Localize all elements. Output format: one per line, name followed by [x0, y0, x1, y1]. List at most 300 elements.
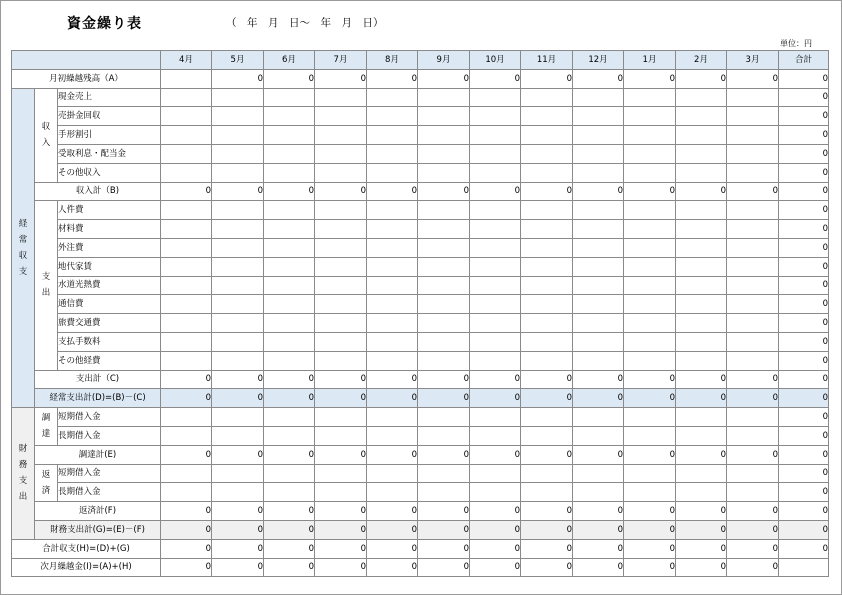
value-cell[interactable]: 0	[573, 558, 624, 577]
value-cell[interactable]: 0	[521, 69, 573, 88]
value-cell[interactable]	[212, 107, 264, 126]
value-cell[interactable]	[212, 483, 264, 502]
value-cell[interactable]	[521, 220, 573, 239]
value-cell[interactable]	[624, 426, 676, 445]
value-cell[interactable]	[264, 408, 315, 427]
value-cell[interactable]	[161, 238, 212, 257]
value-cell[interactable]: 0	[418, 520, 470, 539]
value-cell[interactable]	[676, 163, 727, 182]
value-cell[interactable]	[470, 426, 521, 445]
value-cell[interactable]: 0	[212, 445, 264, 464]
value-cell[interactable]: 0	[212, 558, 264, 577]
value-cell[interactable]	[727, 144, 779, 163]
value-cell[interactable]	[521, 408, 573, 427]
value-cell[interactable]	[624, 314, 676, 333]
value-cell[interactable]	[315, 426, 367, 445]
value-cell[interactable]: 0	[418, 389, 470, 408]
value-cell[interactable]: 0	[676, 502, 727, 521]
value-cell[interactable]	[573, 163, 624, 182]
value-cell[interactable]	[676, 351, 727, 370]
value-cell[interactable]	[676, 88, 727, 107]
total-cell[interactable]: 0	[779, 314, 829, 333]
value-cell[interactable]	[315, 88, 367, 107]
value-cell[interactable]: 0	[624, 502, 676, 521]
value-cell[interactable]	[521, 238, 573, 257]
value-cell[interactable]	[676, 464, 727, 483]
value-cell[interactable]	[573, 483, 624, 502]
value-cell[interactable]	[470, 238, 521, 257]
value-cell[interactable]: 0	[676, 520, 727, 539]
value-cell[interactable]	[676, 483, 727, 502]
value-cell[interactable]	[624, 295, 676, 314]
value-cell[interactable]	[624, 220, 676, 239]
value-cell[interactable]	[573, 351, 624, 370]
value-cell[interactable]	[624, 464, 676, 483]
value-cell[interactable]	[264, 314, 315, 333]
value-cell[interactable]: 0	[264, 558, 315, 577]
value-cell[interactable]: 0	[161, 182, 212, 201]
value-cell[interactable]	[727, 126, 779, 145]
value-cell[interactable]	[161, 408, 212, 427]
value-cell[interactable]: 0	[676, 539, 727, 558]
value-cell[interactable]	[573, 332, 624, 351]
value-cell[interactable]: 0	[161, 520, 212, 539]
value-cell[interactable]	[470, 483, 521, 502]
value-cell[interactable]	[264, 351, 315, 370]
total-cell[interactable]: 0	[779, 351, 829, 370]
value-cell[interactable]	[212, 220, 264, 239]
total-cell[interactable]: 0	[779, 295, 829, 314]
value-cell[interactable]: 0	[367, 502, 418, 521]
value-cell[interactable]: 0	[624, 520, 676, 539]
value-cell[interactable]	[727, 483, 779, 502]
value-cell[interactable]: 0	[367, 558, 418, 577]
value-cell[interactable]	[212, 126, 264, 145]
value-cell[interactable]	[161, 332, 212, 351]
value-cell[interactable]: 0	[470, 520, 521, 539]
value-cell[interactable]: 0	[573, 539, 624, 558]
value-cell[interactable]	[212, 88, 264, 107]
value-cell[interactable]	[315, 295, 367, 314]
value-cell[interactable]	[470, 220, 521, 239]
value-cell[interactable]: 0	[470, 370, 521, 389]
value-cell[interactable]	[212, 276, 264, 295]
value-cell[interactable]: 0	[727, 520, 779, 539]
value-cell[interactable]	[315, 332, 367, 351]
value-cell[interactable]	[212, 314, 264, 333]
value-cell[interactable]	[727, 220, 779, 239]
value-cell[interactable]	[418, 295, 470, 314]
value-cell[interactable]	[727, 107, 779, 126]
value-cell[interactable]	[367, 295, 418, 314]
value-cell[interactable]	[624, 163, 676, 182]
value-cell[interactable]: 0	[470, 502, 521, 521]
value-cell[interactable]	[264, 276, 315, 295]
value-cell[interactable]	[418, 107, 470, 126]
value-cell[interactable]	[573, 276, 624, 295]
value-cell[interactable]	[315, 107, 367, 126]
value-cell[interactable]	[624, 238, 676, 257]
value-cell[interactable]	[161, 295, 212, 314]
value-cell[interactable]	[624, 276, 676, 295]
value-cell[interactable]: 0	[264, 520, 315, 539]
value-cell[interactable]	[727, 295, 779, 314]
value-cell[interactable]	[212, 464, 264, 483]
value-cell[interactable]	[521, 144, 573, 163]
value-cell[interactable]: 0	[573, 445, 624, 464]
value-cell[interactable]	[521, 295, 573, 314]
value-cell[interactable]	[418, 238, 470, 257]
value-cell[interactable]: 0	[367, 445, 418, 464]
value-cell[interactable]	[470, 276, 521, 295]
value-cell[interactable]	[676, 201, 727, 220]
value-cell[interactable]	[418, 220, 470, 239]
value-cell[interactable]	[470, 257, 521, 276]
value-cell[interactable]	[727, 351, 779, 370]
value-cell[interactable]: 0	[624, 370, 676, 389]
total-cell[interactable]: 0	[779, 539, 829, 558]
value-cell[interactable]	[418, 314, 470, 333]
value-cell[interactable]: 0	[161, 502, 212, 521]
value-cell[interactable]	[161, 88, 212, 107]
value-cell[interactable]	[264, 483, 315, 502]
value-cell[interactable]: 0	[264, 370, 315, 389]
value-cell[interactable]	[727, 88, 779, 107]
value-cell[interactable]: 0	[521, 389, 573, 408]
value-cell[interactable]	[676, 144, 727, 163]
value-cell[interactable]	[573, 201, 624, 220]
value-cell[interactable]: 0	[264, 539, 315, 558]
value-cell[interactable]: 0	[418, 370, 470, 389]
value-cell[interactable]	[727, 257, 779, 276]
value-cell[interactable]: 0	[418, 445, 470, 464]
value-cell[interactable]	[624, 257, 676, 276]
value-cell[interactable]	[264, 464, 315, 483]
value-cell[interactable]	[315, 464, 367, 483]
value-cell[interactable]	[264, 426, 315, 445]
value-cell[interactable]: 0	[367, 389, 418, 408]
value-cell[interactable]	[624, 408, 676, 427]
value-cell[interactable]	[470, 201, 521, 220]
value-cell[interactable]: 0	[573, 370, 624, 389]
value-cell[interactable]: 0	[367, 370, 418, 389]
value-cell[interactable]: 0	[367, 539, 418, 558]
value-cell[interactable]	[367, 163, 418, 182]
value-cell[interactable]: 0	[161, 539, 212, 558]
value-cell[interactable]	[161, 351, 212, 370]
value-cell[interactable]: 0	[624, 539, 676, 558]
value-cell[interactable]: 0	[470, 539, 521, 558]
total-cell[interactable]: 0	[779, 389, 829, 408]
value-cell[interactable]: 0	[727, 558, 779, 577]
total-cell[interactable]: 0	[779, 163, 829, 182]
value-cell[interactable]: 0	[315, 520, 367, 539]
total-cell[interactable]: 0	[779, 107, 829, 126]
value-cell[interactable]	[315, 238, 367, 257]
value-cell[interactable]: 0	[573, 520, 624, 539]
value-cell[interactable]: 0	[367, 520, 418, 539]
value-cell[interactable]: 0	[573, 182, 624, 201]
value-cell[interactable]	[264, 238, 315, 257]
total-cell[interactable]: 0	[779, 88, 829, 107]
value-cell[interactable]	[212, 201, 264, 220]
value-cell[interactable]	[315, 351, 367, 370]
value-cell[interactable]	[727, 314, 779, 333]
value-cell[interactable]	[470, 163, 521, 182]
value-cell[interactable]	[573, 464, 624, 483]
total-cell[interactable]: 0	[779, 483, 829, 502]
value-cell[interactable]	[624, 483, 676, 502]
value-cell[interactable]: 0	[212, 69, 264, 88]
value-cell[interactable]: 0	[727, 539, 779, 558]
value-cell[interactable]	[418, 426, 470, 445]
value-cell[interactable]	[264, 295, 315, 314]
value-cell[interactable]	[573, 257, 624, 276]
value-cell[interactable]	[470, 314, 521, 333]
value-cell[interactable]	[521, 464, 573, 483]
value-cell[interactable]: 0	[212, 539, 264, 558]
total-cell[interactable]: 0	[779, 520, 829, 539]
total-cell[interactable]: 0	[779, 238, 829, 257]
value-cell[interactable]	[521, 332, 573, 351]
value-cell[interactable]	[573, 144, 624, 163]
value-cell[interactable]	[676, 332, 727, 351]
value-cell[interactable]	[727, 201, 779, 220]
value-cell[interactable]	[161, 276, 212, 295]
value-cell[interactable]	[367, 144, 418, 163]
value-cell[interactable]	[367, 332, 418, 351]
value-cell[interactable]	[367, 220, 418, 239]
value-cell[interactable]: 0	[212, 520, 264, 539]
value-cell[interactable]	[315, 408, 367, 427]
value-cell[interactable]	[676, 276, 727, 295]
value-cell[interactable]: 0	[624, 389, 676, 408]
value-cell[interactable]: 0	[315, 445, 367, 464]
value-cell[interactable]	[418, 126, 470, 145]
value-cell[interactable]	[264, 220, 315, 239]
value-cell[interactable]	[367, 126, 418, 145]
value-cell[interactable]: 0	[727, 445, 779, 464]
value-cell[interactable]: 0	[212, 182, 264, 201]
value-cell[interactable]: 0	[521, 520, 573, 539]
total-cell[interactable]: 0	[779, 144, 829, 163]
value-cell[interactable]: 0	[264, 389, 315, 408]
value-cell[interactable]: 0	[727, 182, 779, 201]
value-cell[interactable]	[727, 163, 779, 182]
value-cell[interactable]	[315, 126, 367, 145]
value-cell[interactable]	[367, 201, 418, 220]
value-cell[interactable]: 0	[470, 445, 521, 464]
value-cell[interactable]: 0	[676, 558, 727, 577]
value-cell[interactable]	[573, 88, 624, 107]
value-cell[interactable]	[367, 483, 418, 502]
value-cell[interactable]	[624, 144, 676, 163]
value-cell[interactable]	[212, 351, 264, 370]
value-cell[interactable]	[161, 464, 212, 483]
value-cell[interactable]	[367, 276, 418, 295]
value-cell[interactable]	[315, 220, 367, 239]
value-cell[interactable]	[624, 332, 676, 351]
value-cell[interactable]: 0	[418, 558, 470, 577]
total-cell[interactable]: 0	[779, 126, 829, 145]
value-cell[interactable]	[367, 426, 418, 445]
value-cell[interactable]	[418, 276, 470, 295]
total-cell[interactable]: 0	[779, 182, 829, 201]
total-cell[interactable]: 0	[779, 257, 829, 276]
value-cell[interactable]	[521, 276, 573, 295]
value-cell[interactable]: 0	[367, 182, 418, 201]
value-cell[interactable]: 0	[521, 182, 573, 201]
value-cell[interactable]	[727, 332, 779, 351]
value-cell[interactable]: 0	[212, 389, 264, 408]
value-cell[interactable]	[470, 332, 521, 351]
total-cell[interactable]: 0	[779, 464, 829, 483]
value-cell[interactable]: 0	[315, 558, 367, 577]
value-cell[interactable]	[418, 257, 470, 276]
value-cell[interactable]	[315, 483, 367, 502]
value-cell[interactable]	[676, 220, 727, 239]
value-cell[interactable]	[418, 351, 470, 370]
value-cell[interactable]	[624, 351, 676, 370]
value-cell[interactable]	[676, 408, 727, 427]
value-cell[interactable]	[573, 408, 624, 427]
total-cell[interactable]: 0	[779, 426, 829, 445]
value-cell[interactable]	[573, 126, 624, 145]
value-cell[interactable]	[521, 314, 573, 333]
value-cell[interactable]	[161, 69, 212, 88]
value-cell[interactable]	[367, 351, 418, 370]
total-cell[interactable]: 0	[779, 201, 829, 220]
value-cell[interactable]	[676, 257, 727, 276]
value-cell[interactable]	[367, 464, 418, 483]
value-cell[interactable]: 0	[418, 539, 470, 558]
value-cell[interactable]	[212, 144, 264, 163]
total-cell[interactable]: 0	[779, 220, 829, 239]
value-cell[interactable]	[521, 126, 573, 145]
value-cell[interactable]: 0	[624, 182, 676, 201]
value-cell[interactable]: 0	[315, 182, 367, 201]
value-cell[interactable]: 0	[521, 445, 573, 464]
value-cell[interactable]	[521, 483, 573, 502]
value-cell[interactable]: 0	[727, 69, 779, 88]
value-cell[interactable]	[470, 464, 521, 483]
value-cell[interactable]	[212, 238, 264, 257]
value-cell[interactable]	[264, 332, 315, 351]
value-cell[interactable]	[161, 426, 212, 445]
value-cell[interactable]	[418, 483, 470, 502]
value-cell[interactable]: 0	[264, 69, 315, 88]
value-cell[interactable]	[573, 295, 624, 314]
value-cell[interactable]	[521, 107, 573, 126]
value-cell[interactable]	[367, 238, 418, 257]
value-cell[interactable]: 0	[676, 370, 727, 389]
value-cell[interactable]	[161, 314, 212, 333]
value-cell[interactable]: 0	[315, 502, 367, 521]
value-cell[interactable]	[470, 295, 521, 314]
total-cell[interactable]: 0	[779, 502, 829, 521]
value-cell[interactable]: 0	[161, 389, 212, 408]
value-cell[interactable]	[470, 351, 521, 370]
value-cell[interactable]: 0	[315, 389, 367, 408]
value-cell[interactable]	[521, 163, 573, 182]
value-cell[interactable]	[315, 201, 367, 220]
value-cell[interactable]: 0	[573, 69, 624, 88]
value-cell[interactable]: 0	[161, 370, 212, 389]
value-cell[interactable]	[624, 201, 676, 220]
value-cell[interactable]: 0	[521, 558, 573, 577]
value-cell[interactable]	[727, 276, 779, 295]
value-cell[interactable]	[521, 88, 573, 107]
value-cell[interactable]	[727, 464, 779, 483]
value-cell[interactable]	[624, 126, 676, 145]
value-cell[interactable]	[573, 426, 624, 445]
value-cell[interactable]	[624, 107, 676, 126]
value-cell[interactable]: 0	[676, 389, 727, 408]
value-cell[interactable]: 0	[264, 445, 315, 464]
value-cell[interactable]	[264, 144, 315, 163]
total-cell[interactable]: 0	[779, 445, 829, 464]
value-cell[interactable]	[521, 257, 573, 276]
value-cell[interactable]: 0	[161, 558, 212, 577]
value-cell[interactable]: 0	[624, 558, 676, 577]
value-cell[interactable]	[367, 314, 418, 333]
value-cell[interactable]	[264, 163, 315, 182]
value-cell[interactable]	[418, 88, 470, 107]
total-cell[interactable]: 0	[779, 408, 829, 427]
value-cell[interactable]	[315, 163, 367, 182]
value-cell[interactable]	[212, 163, 264, 182]
value-cell[interactable]	[676, 295, 727, 314]
value-cell[interactable]: 0	[367, 69, 418, 88]
value-cell[interactable]	[676, 314, 727, 333]
value-cell[interactable]	[161, 201, 212, 220]
value-cell[interactable]	[470, 88, 521, 107]
value-cell[interactable]: 0	[161, 445, 212, 464]
value-cell[interactable]: 0	[418, 502, 470, 521]
value-cell[interactable]: 0	[315, 539, 367, 558]
value-cell[interactable]	[367, 107, 418, 126]
value-cell[interactable]	[315, 257, 367, 276]
value-cell[interactable]: 0	[573, 502, 624, 521]
value-cell[interactable]	[212, 257, 264, 276]
value-cell[interactable]	[676, 107, 727, 126]
value-cell[interactable]	[315, 144, 367, 163]
total-cell[interactable]: 0	[779, 276, 829, 295]
value-cell[interactable]: 0	[573, 389, 624, 408]
value-cell[interactable]	[573, 314, 624, 333]
value-cell[interactable]: 0	[264, 182, 315, 201]
value-cell[interactable]: 0	[676, 69, 727, 88]
value-cell[interactable]: 0	[212, 370, 264, 389]
value-cell[interactable]: 0	[521, 370, 573, 389]
value-cell[interactable]	[727, 426, 779, 445]
value-cell[interactable]: 0	[676, 182, 727, 201]
value-cell[interactable]	[315, 276, 367, 295]
value-cell[interactable]	[676, 238, 727, 257]
value-cell[interactable]	[573, 107, 624, 126]
value-cell[interactable]: 0	[315, 69, 367, 88]
value-cell[interactable]	[573, 238, 624, 257]
value-cell[interactable]: 0	[624, 445, 676, 464]
value-cell[interactable]: 0	[676, 445, 727, 464]
value-cell[interactable]	[212, 426, 264, 445]
total-cell[interactable]: 0	[779, 69, 829, 88]
value-cell[interactable]	[418, 201, 470, 220]
value-cell[interactable]	[161, 163, 212, 182]
value-cell[interactable]: 0	[470, 69, 521, 88]
total-cell[interactable]	[779, 558, 829, 577]
value-cell[interactable]	[624, 88, 676, 107]
